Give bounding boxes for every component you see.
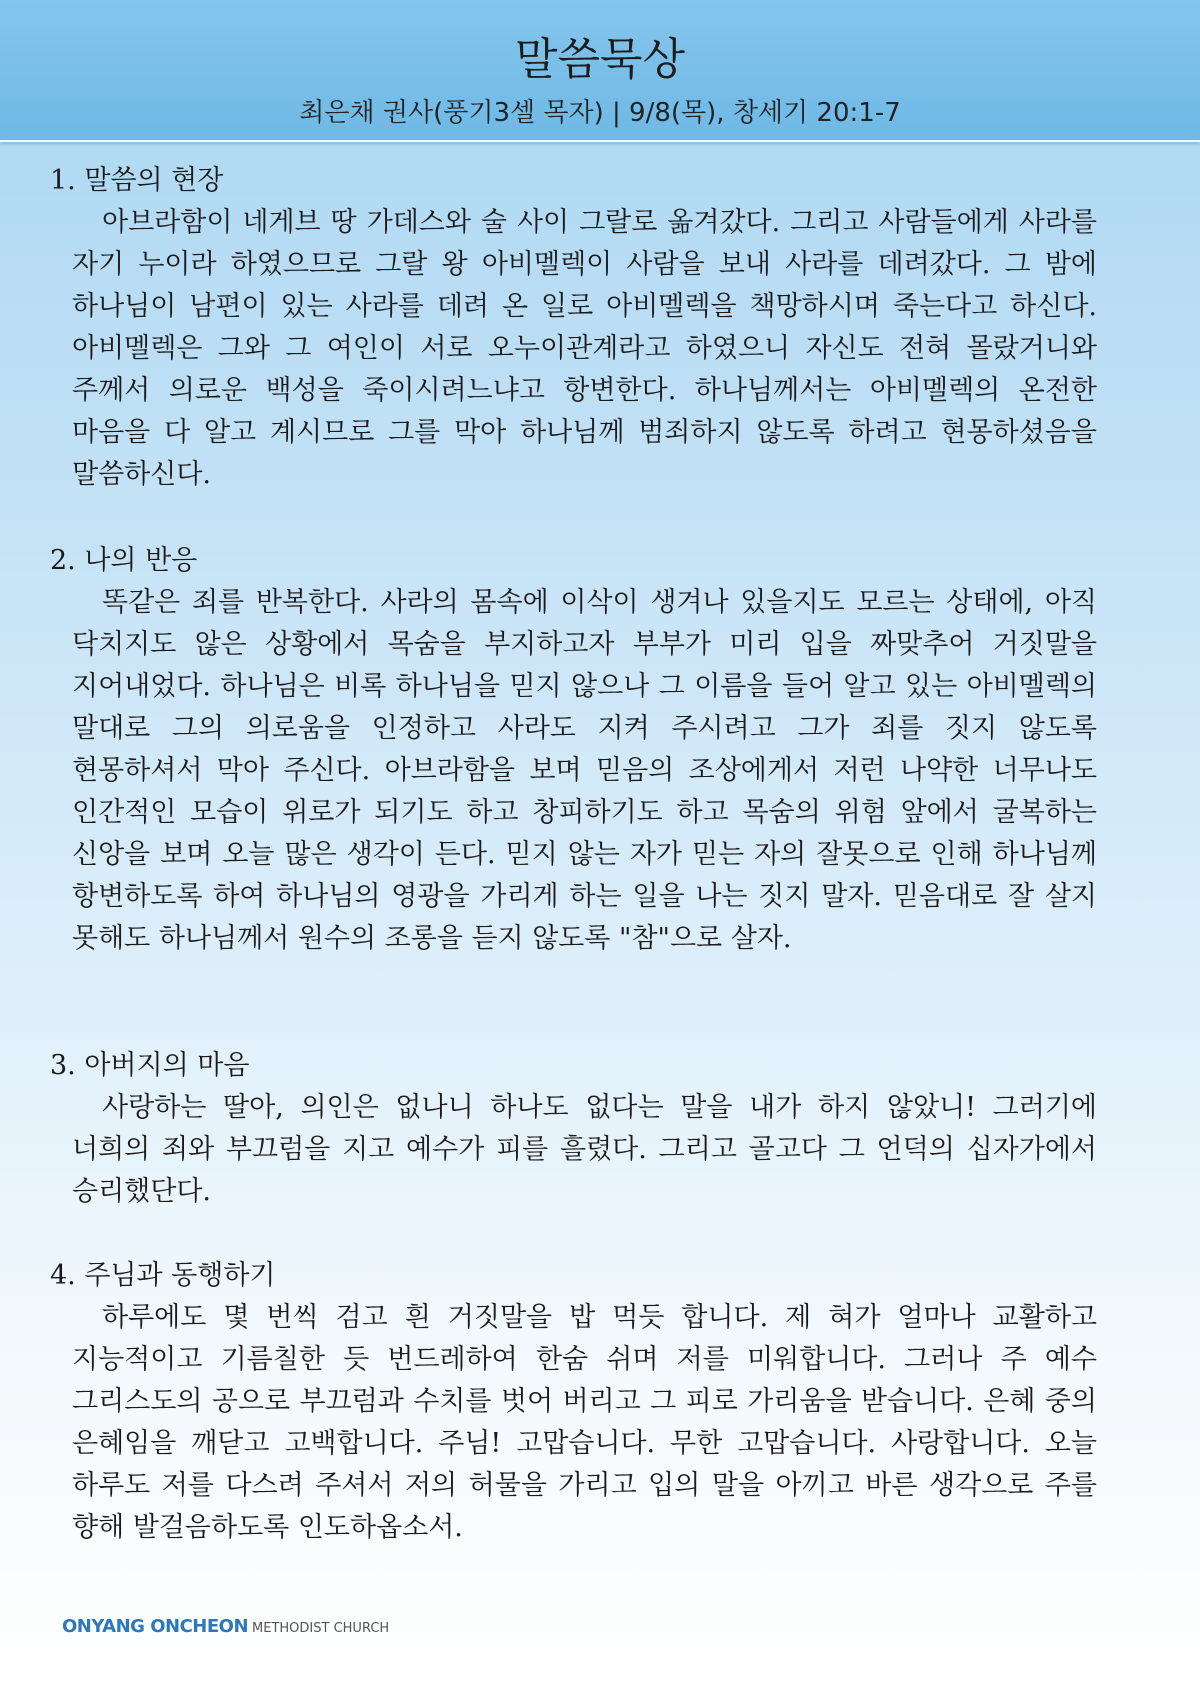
page-subtitle: 최은채 권사(풍기3셀 목자) | 9/8(목), 창세기 20:1-7 <box>299 98 901 128</box>
section-walking-with-lord <box>50 1255 1100 1549</box>
section-heading: 1. 말씀의 현장 <box>50 165 224 196</box>
church-logo-subtitle: METHODIST CHURCH <box>252 1621 390 1636</box>
page-title: 말씀묵상 <box>514 34 685 85</box>
section-body: 하루에도 몇 번씩 검고 흰 거짓말을 밥 먹듯 합니다. 제 혀가 얼마나 교활하고 지능적이고 기름칠한 듯 번드레하여 한숨 쉬며 저를 미워합니다. 그러나 주 예수 그리스도의 공으로 부끄럼과 수치를 벗어 버리고 그 피로 가리움을 받습니다. 은혜 중의 은혜임을 깨닫고 고백합니다. 주님! 고맙습니다. 무한 고맙습니다. 사랑합니다. 오늘 하루도 저를 다스려 주셔서 저의 허물을 가리고 입의 말을 아끼고 바른 생각으로 주를 향해 발걸음하도록 인도하옵소서. <box>72 1302 1097 1543</box>
section-body: 사랑하는 딸아, 의인은 없나니 하나도 없다는 말을 내가 하지 않았니! 그러기에 너희의 죄와 부끄럼을 지고 예수가 피를 흘렸다. 그리고 골고다 그 언덕의 십자가에서 승리했단다. <box>72 1092 1097 1207</box>
section-heading: 2. 나의 반응 <box>50 545 198 576</box>
section-fathers-heart <box>50 1045 1100 1213</box>
page-header <box>0 0 1200 142</box>
church-logo <box>62 1616 389 1637</box>
section-body: 아브라함이 네게브 땅 가데스와 술 사이 그랄로 옮겨갔다. 그리고 사람들에게 사라를 자기 누이라 하였으므로 그랄 왕 아비멜렉이 사람을 보내 사라를 데려갔다. 그 밤에 하나님이 남편이 있는 사라를 데려 온 일로 아비멜렉을 책망하시며 죽는다고 하신다. 아비멜렉은 그와 그 여인이 서로 오누이관계라고 하였으니 자신도 전혀 몰랐거니와 주께서 의로운 백성을 죽이시려느냐고 항변한다. 하나님께서는 아비멜렉의 온전한 마음을 다 알고 계시므로 그를 막아 하나님께 범죄하지 않도록 하려고 현몽하셨음을 말씀하신다. <box>72 207 1097 490</box>
church-logo-name: ONYANG ONCHEON <box>62 1616 249 1637</box>
section-body: 똑같은 죄를 반복한다. 사라의 몸속에 이삭이 생겨나 있을지도 모르는 상태에, 아직 닥치지도 않은 상황에서 목숨을 부지하고자 부부가 미리 입을 짜맞추어 거짓말을 지어내었다. 하나님은 비록 하나님을 믿지 않으나 그 이름을 들어 알고 있는 아비멜렉의 말대로 그의 의로움을 인정하고 사라도 지켜 주시려고 그가 죄를 짓지 않도록 현몽하셔서 막아 주신다. 아브라함을 보며 믿음의 조상에게서 저런 나약한 너무나도 인간적인 모습이 위로가 되기도 하고 창피하기도 하고 목숨의 위험 앞에서 굴복하는 신앙을 보며 오늘 많은 생각이 든다. 믿지 않는 자가 믿는 자의 잘못으로 인해 하나님께 항변하도록 하여 하나님의 영광을 가리게 하는 일을 나는 짓지 말자. 믿음대로 잘 살지 못해도 하나님께서 원수의 조롱을 듣지 않도록 "참"으로 살자. <box>72 587 1097 954</box>
section-scripture-scene <box>50 160 1100 496</box>
section-heading: 4. 주님과 동행하기 <box>50 1260 276 1291</box>
section-my-response <box>50 540 1100 960</box>
section-heading: 3. 아버지의 마음 <box>50 1050 250 1081</box>
